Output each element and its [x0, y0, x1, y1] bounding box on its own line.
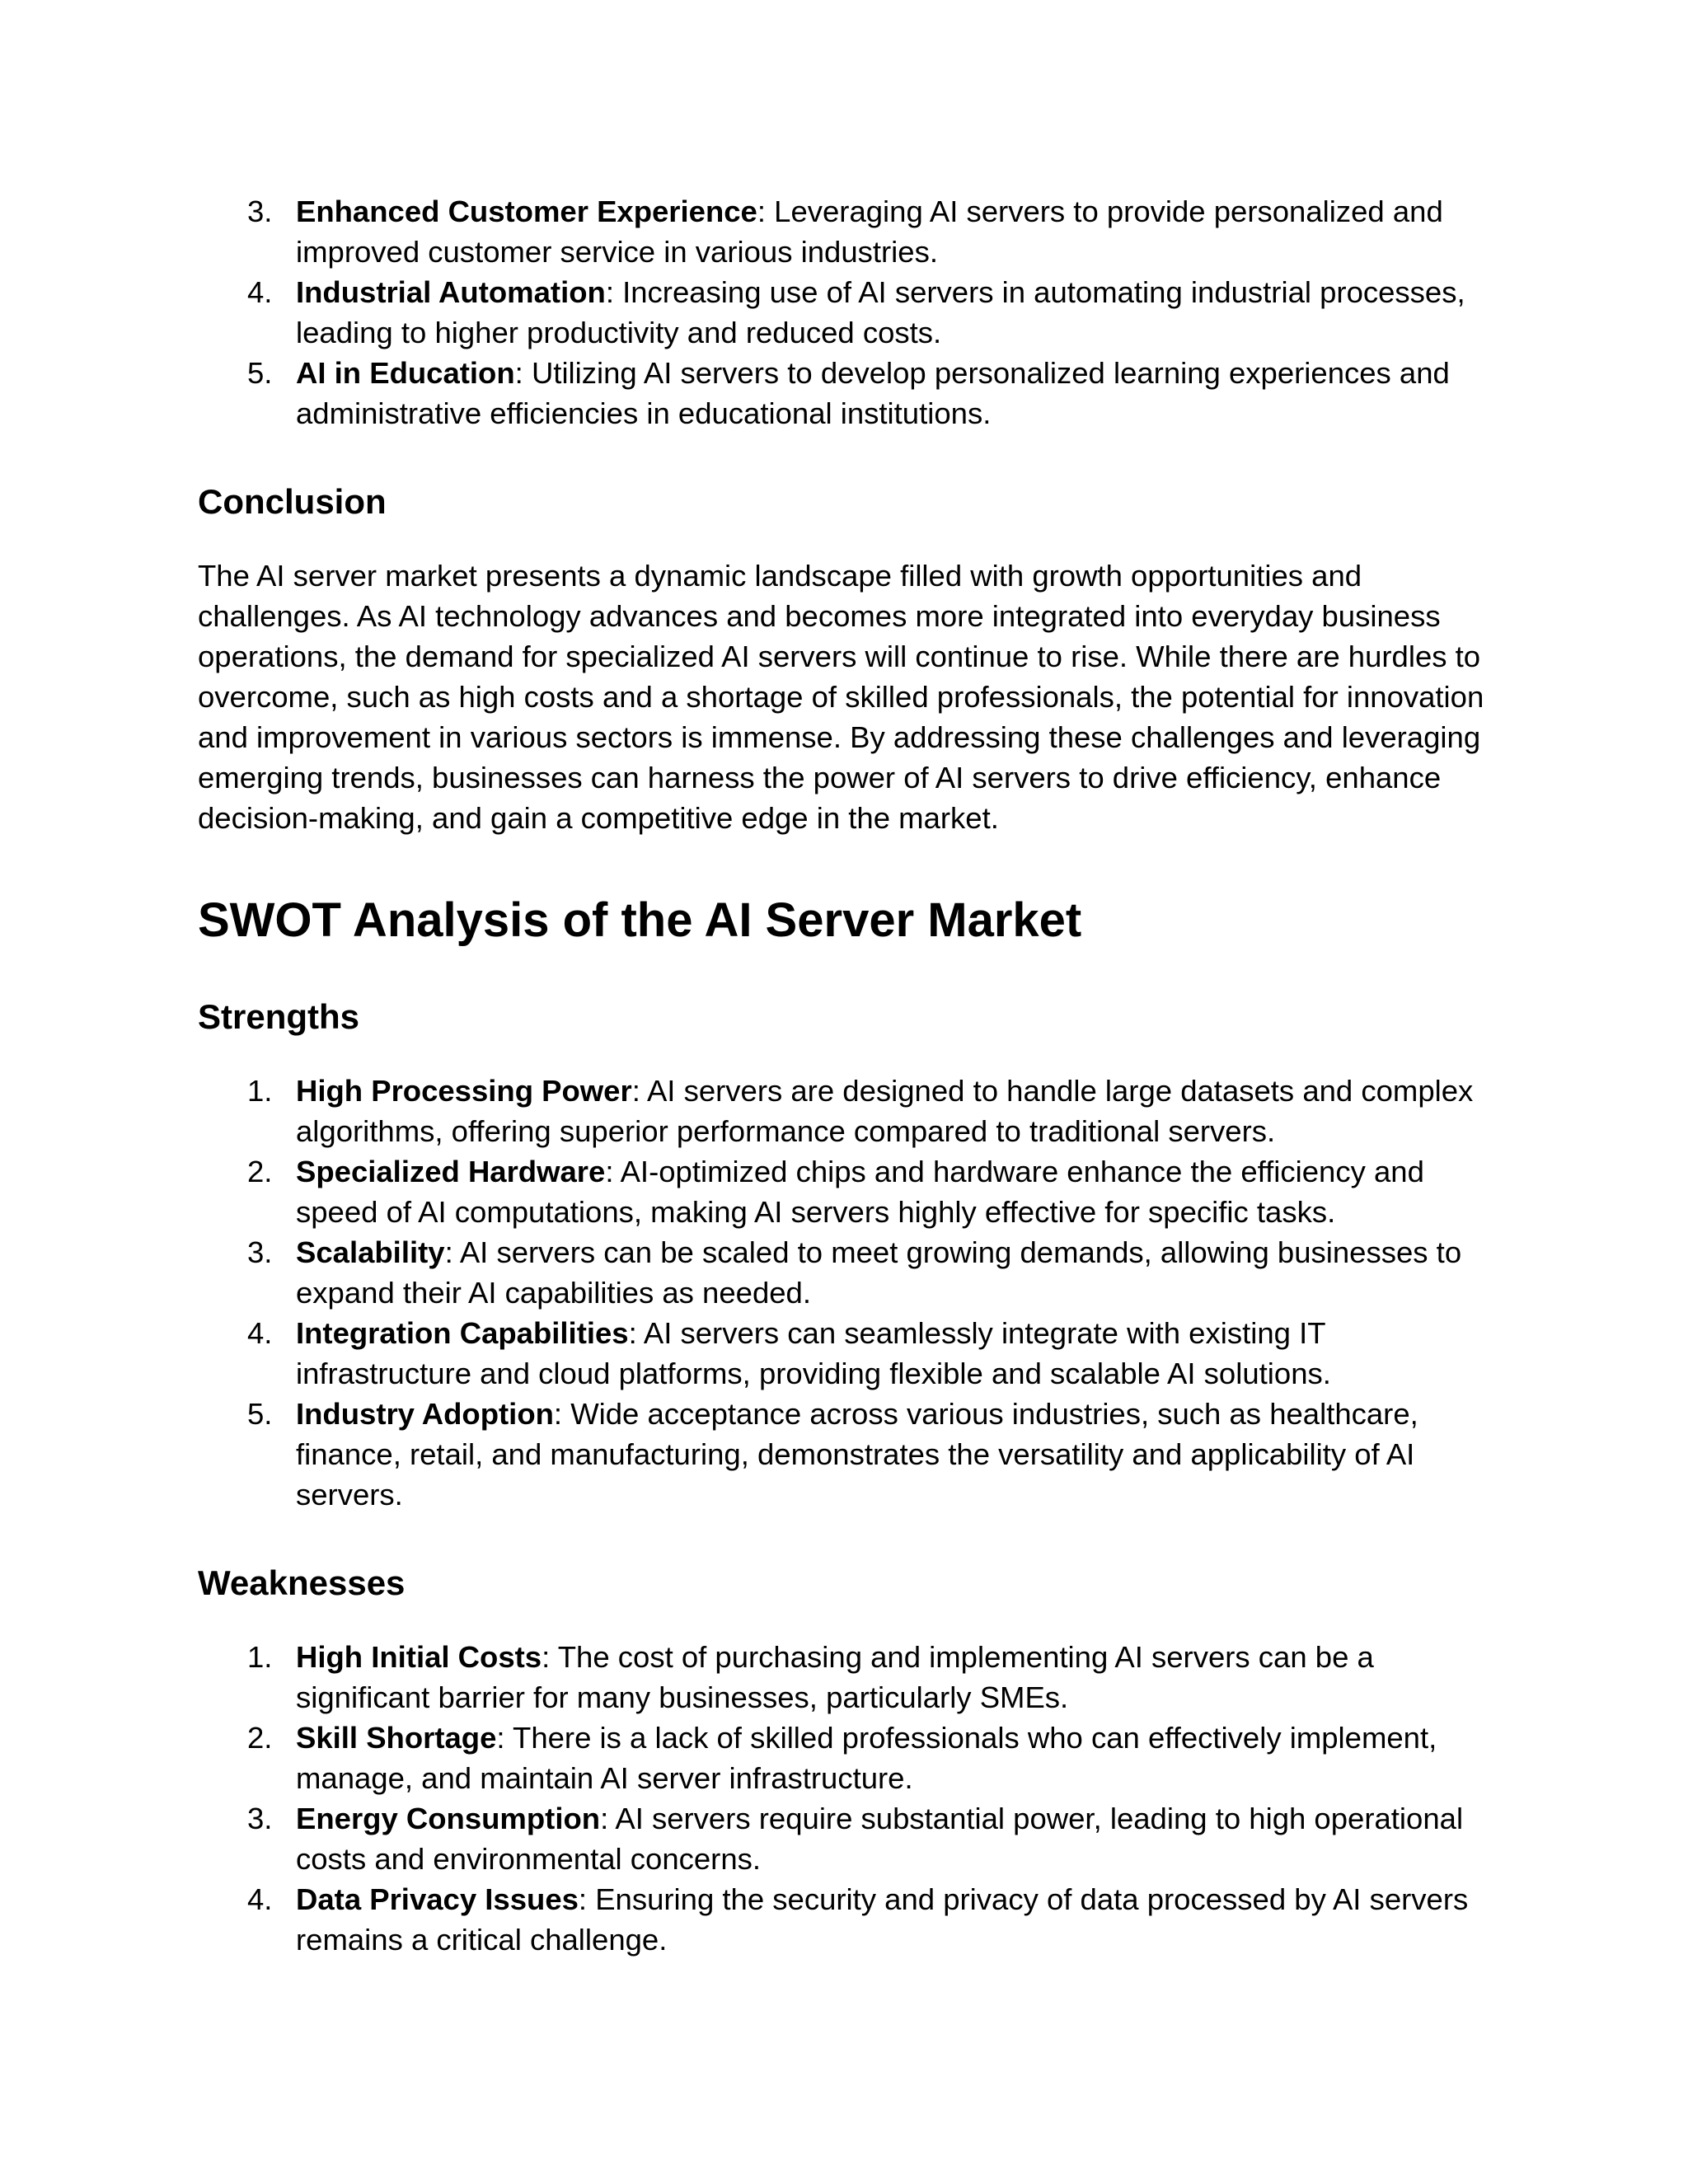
- list-item: [198, 1718, 1500, 1798]
- list-item-title: Skill Shortage: [296, 1721, 497, 1755]
- list-item: [198, 1313, 1500, 1394]
- list-item-title: Specialized Hardware: [296, 1155, 606, 1188]
- list-item: [198, 1637, 1500, 1718]
- list-item-title: Data Privacy Issues: [296, 1882, 579, 1916]
- list-number: 3.: [247, 1235, 273, 1269]
- list-number: 1.: [247, 1074, 273, 1108]
- list-item-title: High Initial Costs: [296, 1640, 542, 1674]
- list-item-text: : There is a lack of skilled professionals who can effectively implement, manage, and maintain AI server infrastructure.: [296, 1721, 1437, 1795]
- page-content: [198, 191, 1500, 1960]
- list-item: [198, 1879, 1500, 1960]
- weaknesses-list: [198, 1637, 1500, 1960]
- list-item-text: : Increasing use of AI servers in automating industrial processes, leading to higher productivity and reduced costs.: [296, 275, 1465, 349]
- list-number: 3.: [247, 1802, 273, 1835]
- list-item: [198, 191, 1500, 272]
- list-number: 1.: [247, 1640, 273, 1674]
- list-item-title: Scalability: [296, 1235, 445, 1269]
- list-item-text: : AI-optimized chips and hardware enhance the efficiency and speed of AI computations, making AI servers highly effective for specific tasks.: [296, 1155, 1424, 1229]
- list-number: 5.: [247, 1397, 273, 1431]
- list-item-text: : AI servers are designed to handle large datasets and complex algorithms, offering superior performance compared to traditional servers.: [296, 1074, 1474, 1148]
- list-item-title: High Processing Power: [296, 1074, 632, 1108]
- list-item: [198, 1394, 1500, 1515]
- list-number: 2.: [247, 1155, 273, 1188]
- list-item-title: Energy Consumption: [296, 1802, 601, 1835]
- weaknesses-heading: Weaknesses: [198, 1563, 406, 1602]
- list-item-text: : AI servers can seamlessly integrate with existing IT infrastructure and cloud platforms, providing flexible and scalable AI solutions.: [296, 1316, 1331, 1390]
- list-item-text: : AI servers can be scaled to meet growing demands, allowing businesses to expand their AI capabilities as needed.: [296, 1235, 1462, 1310]
- list-item-text: : Wide acceptance across various industries, such as healthcare, finance, retail, and manufacturing, demonstrates the versatility and applicability of AI servers.: [296, 1397, 1418, 1511]
- list-number: 4.: [247, 275, 273, 309]
- list-item-title: Integration Capabilities: [296, 1316, 629, 1350]
- conclusion-heading: Conclusion: [198, 482, 387, 521]
- list-item-text: : AI servers require substantial power, leading to high operational costs and environmental concerns.: [296, 1802, 1464, 1876]
- list-item: [198, 272, 1500, 353]
- strengths-heading: Strengths: [198, 997, 360, 1036]
- list-item-title: Industrial Automation: [296, 275, 606, 309]
- list-item: [198, 1798, 1500, 1879]
- list-item-text: : Utilizing AI servers to develop personalized learning experiences and administrative efficiencies in educational institutions.: [296, 356, 1450, 430]
- list-item-title: Enhanced Customer Experience: [296, 194, 757, 228]
- list-item-text: : The cost of purchasing and implementing AI servers can be a significant barrier for many businesses, particularly SMEs.: [296, 1640, 1374, 1714]
- swot-title: SWOT Analysis of the AI Server Market: [198, 893, 1082, 947]
- list-number: 5.: [247, 356, 273, 390]
- conclusion-paragraph: The AI server market presents a dynamic landscape filled with growth opportunities and challenges. As AI technology advances and becomes more integrated into everyday business operations, the demand for specialized AI servers will continue to rise. While there are hurdles to overcome, such as high costs and a shortage of skilled professionals, the potential for innovation and improvement in various sectors is immense. By addressing these challenges and leveraging emerging trends, businesses can harness the power of AI servers to drive efficiency, enhance decision-making, and gain a competitive edge in the market.: [198, 559, 1484, 835]
- list-number: 3.: [247, 194, 273, 228]
- list-number: 4.: [247, 1316, 273, 1350]
- list-item-text: : Ensuring the security and privacy of data processed by AI servers remains a critical challenge.: [296, 1882, 1469, 1957]
- trends-list-continued: [198, 191, 1500, 434]
- list-number: 2.: [247, 1721, 273, 1755]
- list-item: [198, 1071, 1500, 1151]
- list-item: [198, 1232, 1500, 1313]
- list-item-title: AI in Education: [296, 356, 515, 390]
- list-item: [198, 353, 1500, 434]
- list-item-title: Industry Adoption: [296, 1397, 554, 1431]
- list-item-text: : Leveraging AI servers to provide personalized and improved customer service in various industries.: [296, 194, 1443, 269]
- list-item: [198, 1151, 1500, 1232]
- strengths-list: [198, 1071, 1500, 1515]
- list-number: 4.: [247, 1882, 273, 1916]
